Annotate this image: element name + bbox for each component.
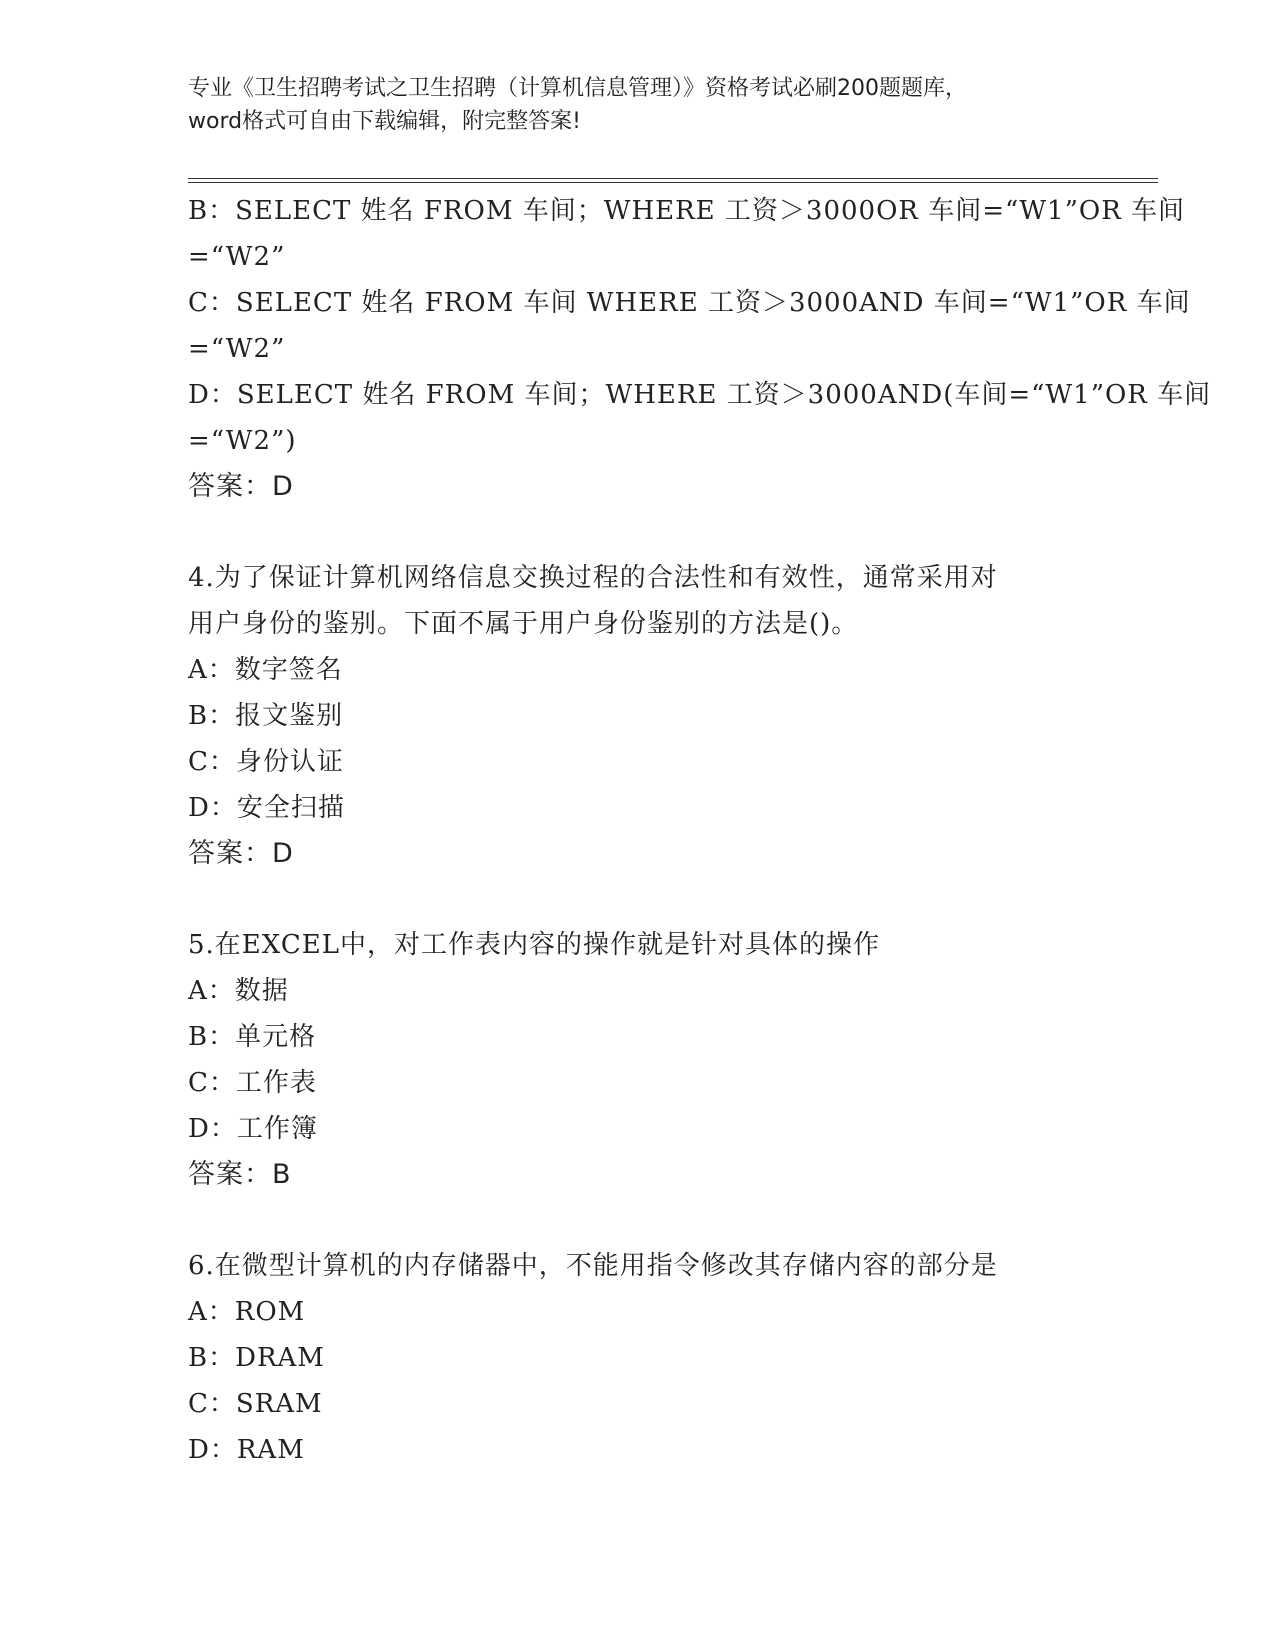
option-b-line-1: B：SELECT 姓名 FROM 车间；WHERE 工资＞3000OR 车间=“W1”OR 车间	[188, 196, 1186, 226]
option-d: D：安全扫描	[188, 793, 345, 823]
option-a: A：数据	[188, 976, 289, 1006]
option-b: B：报文鉴别	[188, 701, 344, 731]
question-6	[188, 1243, 1088, 1473]
spacer	[188, 877, 1088, 922]
question-3	[188, 188, 1212, 510]
question-stem: 6.在微型计算机的内存储器中，不能用指令修改其存储内容的部分是	[188, 1251, 998, 1281]
answer-label: 答案：B	[188, 1159, 292, 1190]
question-stem-line-1: 4.为了保证计算机网络信息交换过程的合法性和有效性，通常采用对	[188, 563, 998, 593]
option-a: A：ROM	[188, 1297, 306, 1327]
answer-label: 答案：D	[188, 471, 294, 502]
option-c: C：身份认证	[188, 747, 344, 777]
question-stem-line-2: 用户身份的鉴别。下面不属于用户身份鉴别的方法是()。	[188, 609, 859, 639]
option-c-line-2: =“W2”	[188, 334, 286, 364]
question-5	[188, 922, 1088, 1198]
option-b: B：DRAM	[188, 1343, 325, 1373]
option-b: B：单元格	[188, 1022, 317, 1052]
option-d: D：RAM	[188, 1435, 305, 1465]
option-c-line-1: C：SELECT 姓名 FROM 车间 WHERE 工资＞3000AND 车间=“W1”OR 车间	[188, 288, 1191, 318]
option-d-line-1: D：SELECT 姓名 FROM 车间；WHERE 工资＞3000AND(车间=“W1”OR 车间	[188, 380, 1212, 410]
option-d: D：工作簿	[188, 1114, 318, 1144]
option-d-line-2: =“W2”)	[188, 426, 297, 456]
question-4	[188, 555, 1088, 877]
document-body	[188, 188, 1212, 1473]
option-c: C：工作表	[188, 1068, 317, 1098]
question-stem: 5.在EXCEL中，对工作表内容的操作就是针对具体的操作	[188, 930, 880, 960]
option-a: A：数字签名	[188, 655, 343, 685]
document-header	[188, 72, 1088, 138]
spacer	[188, 510, 1088, 555]
header-divider-bottom	[188, 182, 1158, 183]
header-title-line-2: word格式可自由下载编辑，附完整答案!	[188, 109, 581, 134]
answer-label: 答案：D	[188, 838, 294, 869]
header-divider-top	[188, 178, 1158, 179]
option-c: C：SRAM	[188, 1389, 323, 1419]
option-b-line-2: =“W2”	[188, 242, 286, 272]
header-title-line-1: 专业《卫生招聘考试之卫生招聘（计算机信息管理）》资格考试必刷200题题库，	[188, 76, 967, 101]
spacer	[188, 1198, 1088, 1243]
